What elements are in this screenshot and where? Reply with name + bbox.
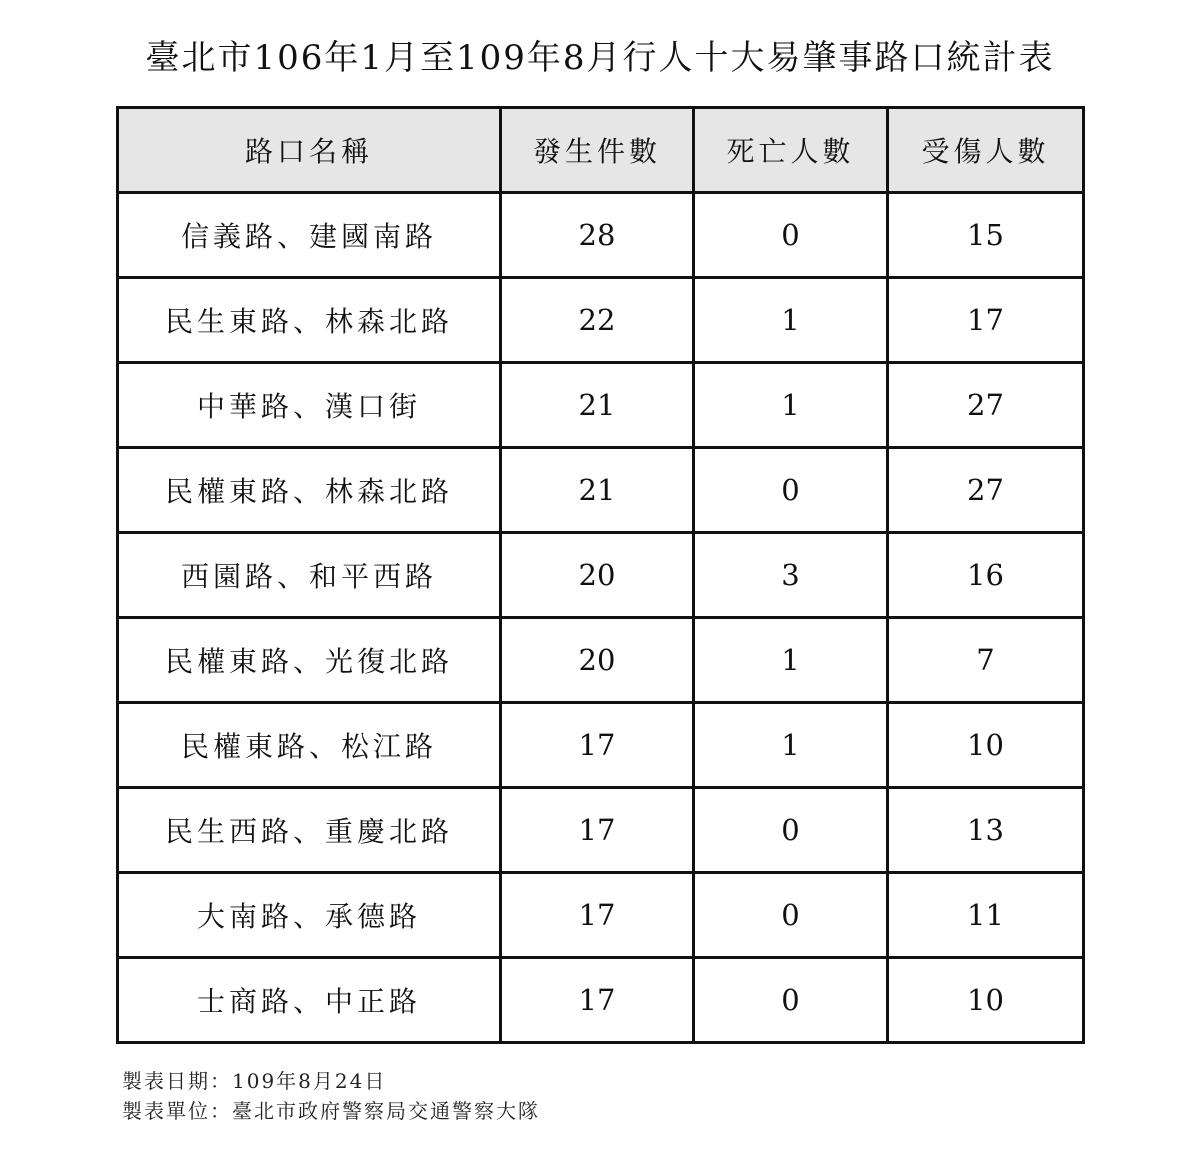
table-row — [118, 278, 1084, 363]
table-row — [118, 618, 1084, 703]
case-count: 20 — [501, 618, 694, 703]
creation-date-note: 製表日期：109年8月24日 — [122, 1069, 387, 1093]
death-count: 0 — [694, 788, 888, 873]
injury-count: 27 — [888, 448, 1084, 533]
death-count: 0 — [694, 193, 888, 278]
case-count: 21 — [501, 448, 694, 533]
death-count: 1 — [694, 618, 888, 703]
intersection-name: 民生東路、林森北路 — [118, 278, 501, 363]
intersection-name: 中華路、漢口街 — [118, 363, 501, 448]
death-count: 1 — [694, 363, 888, 448]
intersection-name: 民生西路、重慶北路 — [118, 788, 501, 873]
injury-count: 15 — [888, 193, 1084, 278]
death-count: 0 — [694, 873, 888, 958]
table-row — [118, 703, 1084, 788]
death-count: 1 — [694, 703, 888, 788]
death-count: 3 — [694, 533, 888, 618]
page-title: 臺北市106年1月至109年8月行人十大易肇事路口統計表 — [145, 38, 1055, 78]
table-row — [118, 448, 1084, 533]
intersection-name: 大南路、承德路 — [118, 873, 501, 958]
injury-count: 16 — [888, 533, 1084, 618]
case-count: 17 — [501, 703, 694, 788]
table-row — [118, 873, 1084, 958]
column-header-intersection: 路口名稱 — [118, 108, 501, 193]
injury-count: 10 — [888, 958, 1084, 1043]
death-count: 0 — [694, 958, 888, 1043]
injury-count: 17 — [888, 278, 1084, 363]
intersection-name: 民權東路、林森北路 — [118, 448, 501, 533]
column-header-cases: 發生件數 — [501, 108, 694, 193]
injury-count: 27 — [888, 363, 1084, 448]
case-count: 28 — [501, 193, 694, 278]
table-row — [118, 193, 1084, 278]
intersection-name: 士商路、中正路 — [118, 958, 501, 1043]
statistics-table — [116, 106, 1085, 1044]
column-header-deaths: 死亡人數 — [694, 108, 888, 193]
death-count: 1 — [694, 278, 888, 363]
death-count: 0 — [694, 448, 888, 533]
intersection-name: 民權東路、松江路 — [118, 703, 501, 788]
injury-count: 13 — [888, 788, 1084, 873]
table-row — [118, 958, 1084, 1043]
case-count: 17 — [501, 788, 694, 873]
column-header-injuries: 受傷人數 — [888, 108, 1084, 193]
injury-count: 11 — [888, 873, 1084, 958]
case-count: 17 — [501, 958, 694, 1043]
table-row — [118, 363, 1084, 448]
table-row — [118, 533, 1084, 618]
case-count: 20 — [501, 533, 694, 618]
intersection-name: 信義路、建國南路 — [118, 193, 501, 278]
injury-count: 7 — [888, 618, 1084, 703]
creator-unit-note: 製表單位：臺北市政府警察局交通警察大隊 — [122, 1099, 540, 1123]
injury-count: 10 — [888, 703, 1084, 788]
case-count: 22 — [501, 278, 694, 363]
case-count: 17 — [501, 873, 694, 958]
table-row — [118, 788, 1084, 873]
case-count: 21 — [501, 363, 694, 448]
intersection-name: 西園路、和平西路 — [118, 533, 501, 618]
table-header-row — [118, 108, 1084, 193]
intersection-name: 民權東路、光復北路 — [118, 618, 501, 703]
